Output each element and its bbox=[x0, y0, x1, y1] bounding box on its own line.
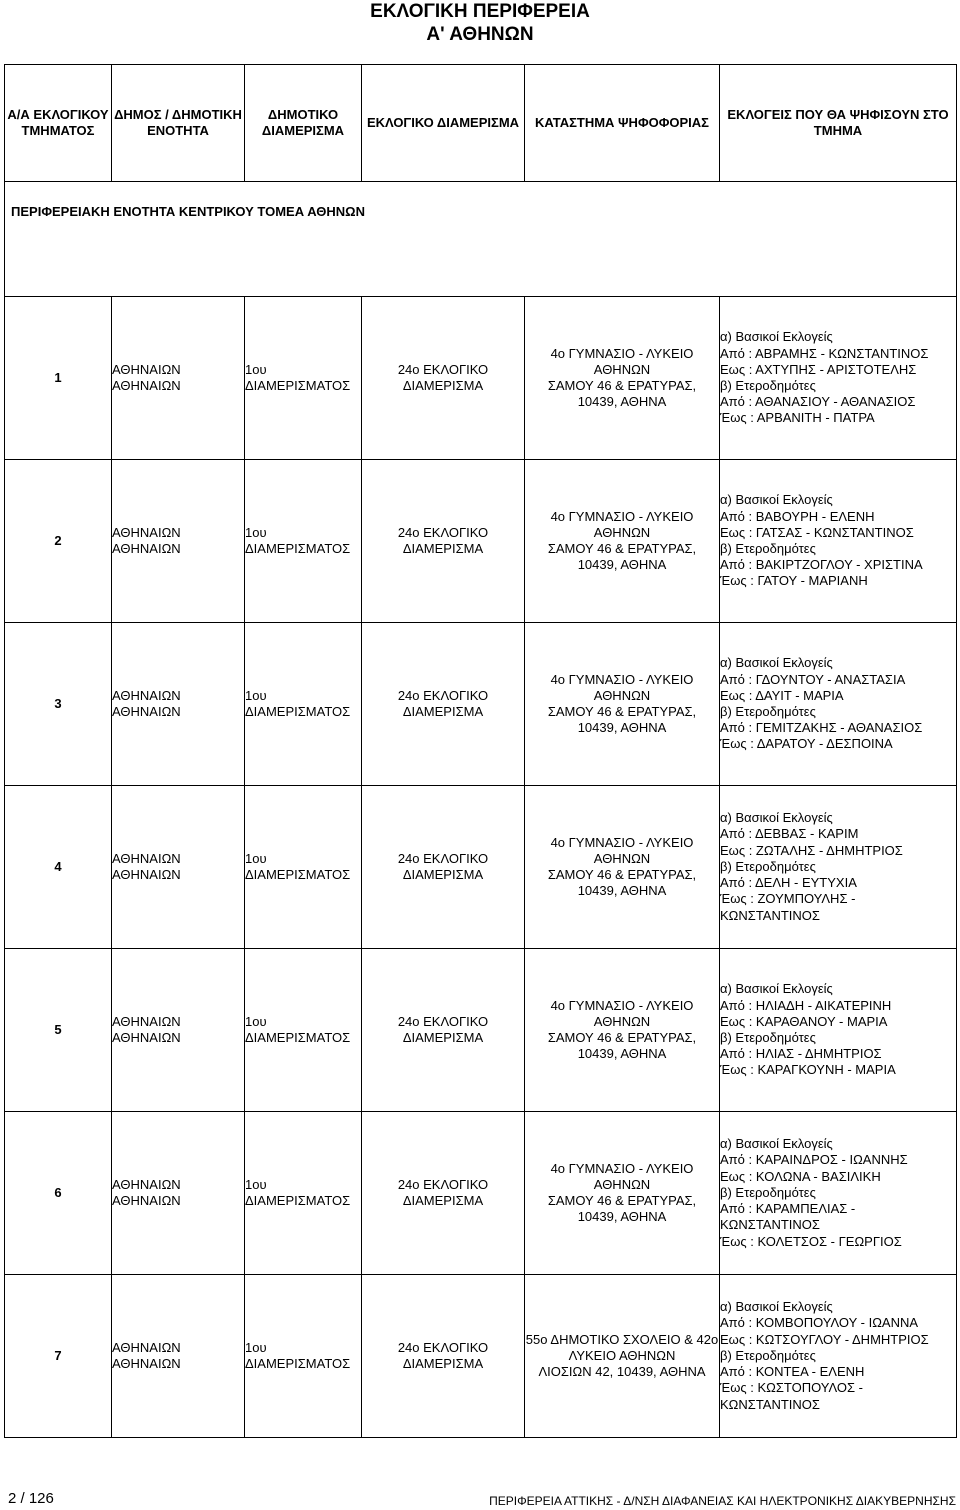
electoral-district-line: 24ο ΕΚΛΟΓΙΚΟ bbox=[397, 361, 489, 377]
electoral-district-line: 24ο ΕΚΛΟΓΙΚΟ bbox=[397, 1339, 489, 1355]
electoral-district-line: ΔΙΑΜΕΡΙΣΜΑ bbox=[402, 1193, 484, 1208]
header-electoral-district: ΕΚΛΟΓΙΚΟ ΔΙΑΜΕΡΙΣΜΑ bbox=[362, 65, 525, 182]
voters-range-line: Από : ΗΛΙΑΣ - ΔΗΜΗΤΡΙΟΣ bbox=[720, 1046, 882, 1062]
electoral-district-line: ΔΙΑΜΕΡΙΣΜΑ bbox=[402, 1030, 484, 1045]
polling-station-line: 10439, ΑΘΗΝΑ bbox=[577, 394, 667, 410]
voters-range-line: Έως : ΚΑΡΑΓΚΟΥΝΗ - ΜΑΡΙΑ bbox=[720, 1062, 896, 1078]
voters-range-line: β) Ετεροδημότες bbox=[720, 858, 816, 874]
municipality bbox=[112, 1112, 245, 1275]
municipality-line: ΑΘΗΝΑΙΩΝ bbox=[112, 1176, 181, 1192]
voters-range-line: β) Ετεροδημότες bbox=[720, 704, 816, 719]
voters-range-line: Από : ΔΕΒΒΑΣ - ΚΑΡΙΜ bbox=[720, 826, 859, 842]
polling-station-line: ΑΘΗΝΩΝ bbox=[593, 687, 651, 703]
table-row bbox=[5, 460, 957, 623]
municipal-district-line: 1ου bbox=[245, 1176, 267, 1192]
voters-range-line: α) Βασικοί Εκλογείς bbox=[720, 492, 833, 508]
section-number: 3 bbox=[5, 623, 112, 786]
section-number: 7 bbox=[5, 1275, 112, 1438]
electoral-district-line: ΔΙΑΜΕΡΙΣΜΑ bbox=[402, 378, 484, 393]
municipality-line: ΑΘΗΝΑΙΩΝ bbox=[112, 361, 181, 377]
voters-range-line: β) Ετεροδημότες bbox=[720, 378, 816, 393]
polling-station bbox=[525, 297, 720, 460]
electoral-district-line: ΔΙΑΜΕΡΙΣΜΑ bbox=[402, 541, 484, 556]
polling-station-line: 10439, ΑΘΗΝΑ bbox=[577, 557, 667, 573]
voters-range-line: Από : ΚΑΡΑΜΠΕΛΙΑΣ - bbox=[720, 1201, 856, 1217]
electoral-district bbox=[362, 786, 525, 949]
document-title: ΕΚΛΟΓΙΚΗ ΠΕΡΙΦΕΡΕΙΑ bbox=[370, 1, 590, 22]
voters-range-line: Από : ΒΑΚΙΡΤΖΟΓΛΟΥ - ΧΡΙΣΤΙΝΑ bbox=[720, 557, 923, 573]
municipal-district bbox=[245, 1275, 362, 1438]
voters-range-line: Έως : ΚΟΛΕΤΣΟΣ - ΓΕΩΡΓΙΟΣ bbox=[720, 1233, 902, 1249]
polling-station-line: ΣΑΜΟΥ 46 & ΕΡΑΤΥΡΑΣ, bbox=[547, 867, 697, 882]
electoral-district-line: 24ο ΕΚΛΟΓΙΚΟ bbox=[397, 524, 489, 540]
polling-station-line: 55ο ΔΗΜΟΤΙΚΟ ΣΧΟΛΕΙΟ & 42ο bbox=[525, 1331, 719, 1347]
electoral-district-line: 24ο ΕΚΛΟΓΙΚΟ bbox=[397, 850, 489, 866]
polling-station-line: ΑΘΗΝΩΝ bbox=[593, 1013, 651, 1029]
municipality-line: ΑΘΗΝΑΙΩΝ bbox=[112, 850, 181, 866]
polling-station bbox=[525, 786, 720, 949]
municipal-district bbox=[245, 297, 362, 460]
table-row bbox=[5, 949, 957, 1112]
municipality-line: ΑΘΗΝΑΙΩΝ bbox=[112, 524, 181, 540]
voters-range-line: α) Βασικοί Εκλογείς bbox=[720, 1136, 833, 1152]
municipality bbox=[112, 949, 245, 1112]
municipality bbox=[112, 623, 245, 786]
voters-range-line: Εως : ΚΑΡΑΘΑΝΟΥ - ΜΑΡΙΑ bbox=[720, 1013, 888, 1029]
voters-range-line: Από : ΚΑΡΑΙΝΔΡΟΣ - ΙΩΑΝΝΗΣ bbox=[720, 1152, 908, 1168]
polling-station bbox=[525, 1112, 720, 1275]
polling-station-line: ΣΑΜΟΥ 46 & ΕΡΑΤΥΡΑΣ, bbox=[547, 541, 697, 556]
voters-range bbox=[720, 297, 957, 460]
voters-range-line: Εως : ΓΑΤΣΑΣ - ΚΩΝΣΤΑΝΤΙΝΟΣ bbox=[720, 524, 914, 540]
polling-station-line: 4ο ΓΥΜΝΑΣΙΟ - ΛΥΚΕΙΟ bbox=[550, 671, 694, 687]
voters-range-line: ΚΩΝΣΤΑΝΤΙΝΟΣ bbox=[720, 907, 820, 923]
municipal-district-line: 1ου bbox=[245, 1339, 267, 1355]
polling-station bbox=[525, 623, 720, 786]
voters-range-line: Εως : ΔΑΥΙΤ - ΜΑΡΙΑ bbox=[720, 687, 844, 703]
voters-range-line: α) Βασικοί Εκλογείς bbox=[720, 810, 833, 826]
polling-station-line: 10439, ΑΘΗΝΑ bbox=[577, 720, 667, 736]
polling-station bbox=[525, 949, 720, 1112]
voters-range-line: β) Ετεροδημότες bbox=[720, 1347, 816, 1363]
municipality-line: ΑΘΗΝΑΙΩΝ bbox=[112, 704, 181, 719]
table-row bbox=[5, 297, 957, 460]
footer-text: ΠΕΡΙΦΕΡΕΙΑ ΑΤΤΙΚΗΣ - Δ/ΝΣΗ ΔΙΑΦΑΝΕΙΑΣ ΚΑΙ ΗΛΕΚΤΡΟΝΙΚΗΣ ΔΙΑΚΥΒΕΡΝΗΣΗΣ bbox=[489, 1494, 956, 1508]
polling-station-line: 10439, ΑΘΗΝΑ bbox=[577, 883, 667, 899]
table-row bbox=[5, 1112, 957, 1275]
table-header bbox=[5, 65, 957, 182]
polling-station-line: 4ο ΓΥΜΝΑΣΙΟ - ΛΥΚΕΙΟ bbox=[550, 508, 694, 524]
page-number: 2 / 126 bbox=[8, 1490, 54, 1507]
voters-range-line: Από : ΗΛΙΑΔΗ - ΑΙΚΑΤΕΡΙΝΗ bbox=[720, 997, 892, 1013]
voters-range-line: α) Βασικοί Εκλογείς bbox=[720, 1299, 833, 1315]
voters-range bbox=[720, 1112, 957, 1275]
voters-range-line: Από : ΚΟΝΤΕΑ - ΕΛΕΝΗ bbox=[720, 1364, 865, 1380]
table-row bbox=[5, 1275, 957, 1438]
region-label: ΠΕΡΙΦΕΡΕΙΑΚΗ ΕΝΟΤΗΤΑ ΚΕΝΤΡΙΚΟΥ ΤΟΜΕΑ ΑΘΗΝΩΝ bbox=[11, 203, 365, 219]
voters-range-line: Έως : ΑΡΒΑΝΙΤΗ - ΠΑΤΡΑ bbox=[720, 410, 875, 426]
municipal-district-line: ΔΙΑΜΕΡΙΣΜΑΤΟΣ bbox=[245, 1356, 351, 1371]
voters-range-line: β) Ετεροδημότες bbox=[720, 1030, 816, 1045]
voters-range bbox=[720, 786, 957, 949]
municipal-district-line: ΔΙΑΜΕΡΙΣΜΑΤΟΣ bbox=[245, 1193, 351, 1208]
voters-range-line: Από : ΚΟΜΒΟΠΟΥΛΟΥ - ΙΩΑΝΝΑ bbox=[720, 1315, 919, 1331]
municipal-district-line: ΔΙΑΜΕΡΙΣΜΑΤΟΣ bbox=[245, 378, 351, 393]
municipal-district bbox=[245, 623, 362, 786]
electoral-district-line: ΔΙΑΜΕΡΙΣΜΑ bbox=[402, 1356, 484, 1371]
electoral-district bbox=[362, 297, 525, 460]
voters-range-line: ΚΩΝΣΤΑΝΤΙΝΟΣ bbox=[720, 1217, 820, 1233]
municipal-district bbox=[245, 949, 362, 1112]
section-number: 4 bbox=[5, 786, 112, 949]
polling-station-line: ΣΑΜΟΥ 46 & ΕΡΑΤΥΡΑΣ, bbox=[547, 1193, 697, 1208]
electoral-district-line: 24ο ΕΚΛΟΓΙΚΟ bbox=[397, 687, 489, 703]
polling-station-line: ΑΘΗΝΩΝ bbox=[593, 1176, 651, 1192]
header-voters: ΕΚΛΟΓΕΙΣ ΠΟΥ ΘΑ ΨΗΦΙΣΟΥΝ ΣΤΟ ΤΜΗΜΑ bbox=[720, 65, 957, 182]
polling-station-line: ΛΙΟΣΙΩΝ 42, 10439, ΑΘΗΝΑ bbox=[538, 1364, 706, 1380]
header-municipality: ΔΗΜΟΣ / ΔΗΜΟΤΙΚΗ ΕΝΟΤΗΤΑ bbox=[112, 65, 245, 182]
voters-range-line: Εως : ΚΩΤΣΟΥΓΛΟΥ - ΔΗΜΗΤΡΙΟΣ bbox=[720, 1331, 929, 1347]
municipal-district-line: 1ου bbox=[245, 687, 267, 703]
polling-station-line: 4ο ΓΥΜΝΑΣΙΟ - ΛΥΚΕΙΟ bbox=[550, 997, 694, 1013]
municipal-district-line: ΔΙΑΜΕΡΙΣΜΑΤΟΣ bbox=[245, 1030, 351, 1045]
municipality bbox=[112, 460, 245, 623]
polling-station-line: 4ο ΓΥΜΝΑΣΙΟ - ΛΥΚΕΙΟ bbox=[550, 1160, 694, 1176]
electoral-district bbox=[362, 1275, 525, 1438]
polling-station bbox=[525, 1275, 720, 1438]
voters-range-line: Έως : ΖΟΥΜΠΟΥΛΗΣ - bbox=[720, 891, 856, 907]
header-section-number: Α/Α ΕΚΛΟΓΙΚΟΥ ΤΜΗΜΑΤΟΣ bbox=[5, 65, 112, 182]
voters-range bbox=[720, 623, 957, 786]
electoral-district bbox=[362, 460, 525, 623]
municipal-district bbox=[245, 786, 362, 949]
electoral-district-line: 24ο ΕΚΛΟΓΙΚΟ bbox=[397, 1176, 489, 1192]
document-subtitle: Α' ΑΘΗΝΩΝ bbox=[426, 24, 534, 45]
municipality bbox=[112, 297, 245, 460]
polling-sections-table bbox=[4, 64, 957, 1438]
voters-range-line: ΚΩΝΣΤΑΝΤΙΝΟΣ bbox=[720, 1396, 820, 1412]
electoral-district-line: ΔΙΑΜΕΡΙΣΜΑ bbox=[402, 704, 484, 719]
municipal-district-line: ΔΙΑΜΕΡΙΣΜΑΤΟΣ bbox=[245, 541, 351, 556]
voters-range-line: Από : ΑΒΡΑΜΗΣ - ΚΩΝΣΤΑΝΤΙΝΟΣ bbox=[720, 345, 929, 361]
voters-range-line: Εως : ΚΟΛΩΝΑ - ΒΑΣΙΛΙΚΗ bbox=[720, 1168, 881, 1184]
municipal-district bbox=[245, 1112, 362, 1275]
voters-range-line: Από : ΒΑΒΟΥΡΗ - ΕΛΕΝΗ bbox=[720, 508, 875, 524]
municipality-line: ΑΘΗΝΑΙΩΝ bbox=[112, 867, 181, 882]
voters-range-line: Από : ΓΕΜΙΤΖΑΚΗΣ - ΑΘΑΝΑΣΙΟΣ bbox=[720, 720, 923, 736]
municipal-district-line: ΔΙΑΜΕΡΙΣΜΑΤΟΣ bbox=[245, 867, 351, 882]
municipality-line: ΑΘΗΝΑΙΩΝ bbox=[112, 541, 181, 556]
voters-range-line: Από : ΓΔΟΥΝΤΟΥ - ΑΝΑΣΤΑΣΙΑ bbox=[720, 671, 906, 687]
voters-range bbox=[720, 1275, 957, 1438]
section-number: 2 bbox=[5, 460, 112, 623]
voters-range-line: Από : ΑΘΑΝΑΣΙΟΥ - ΑΘΑΝΑΣΙΟΣ bbox=[720, 394, 916, 410]
table-row bbox=[5, 623, 957, 786]
municipality-line: ΑΘΗΝΑΙΩΝ bbox=[112, 1356, 181, 1371]
electoral-district-line: 24ο ΕΚΛΟΓΙΚΟ bbox=[397, 1013, 489, 1029]
municipal-district bbox=[245, 460, 362, 623]
municipal-district-line: 1ου bbox=[245, 850, 267, 866]
voters-range-line: Έως : ΓΑΤΟΥ - ΜΑΡΙΑΝΗ bbox=[720, 573, 868, 589]
voters-range-line: Εως : ΑΧΤΥΠΗΣ - ΑΡΙΣΤΟΤΕΛΗΣ bbox=[720, 361, 917, 377]
voters-range-line: Εως : ΖΩΤΑΛΗΣ - ΔΗΜΗΤΡΙΟΣ bbox=[720, 842, 903, 858]
electoral-district bbox=[362, 1112, 525, 1275]
section-number: 6 bbox=[5, 1112, 112, 1275]
header-polling-station: ΚΑΤΑΣΤΗΜΑ ΨΗΦΟΦΟΡΙΑΣ bbox=[525, 65, 720, 182]
electoral-district bbox=[362, 949, 525, 1112]
municipality-line: ΑΘΗΝΑΙΩΝ bbox=[112, 378, 181, 393]
municipality-line: ΑΘΗΝΑΙΩΝ bbox=[112, 687, 181, 703]
polling-station-line: ΣΑΜΟΥ 46 & ΕΡΑΤΥΡΑΣ, bbox=[547, 704, 697, 719]
voters-range-line: α) Βασικοί Εκλογείς bbox=[720, 655, 833, 671]
voters-range-line: Έως : ΔΑΡΑΤΟΥ - ΔΕΣΠΟΙΝΑ bbox=[720, 736, 893, 752]
region-row bbox=[5, 182, 957, 297]
electoral-district-line: ΔΙΑΜΕΡΙΣΜΑ bbox=[402, 867, 484, 882]
voters-range-line: α) Βασικοί Εκλογείς bbox=[720, 329, 833, 345]
polling-station-line: ΑΘΗΝΩΝ bbox=[593, 361, 651, 377]
polling-station-line: 10439, ΑΘΗΝΑ bbox=[577, 1046, 667, 1062]
voters-range-line: Έως : ΚΩΣΤΟΠΟΥΛΟΣ - bbox=[720, 1380, 863, 1396]
municipal-district-line: 1ου bbox=[245, 524, 267, 540]
municipality-line: ΑΘΗΝΑΙΩΝ bbox=[112, 1030, 181, 1045]
voters-range-line: α) Βασικοί Εκλογείς bbox=[720, 981, 833, 997]
voters-range-line: Από : ΔΕΛΗ - ΕΥΤΥΧΙΑ bbox=[720, 875, 857, 891]
polling-station-line: ΣΑΜΟΥ 46 & ΕΡΑΤΥΡΑΣ, bbox=[547, 1030, 697, 1045]
polling-station-line: ΑΘΗΝΩΝ bbox=[593, 850, 651, 866]
voters-range-line: β) Ετεροδημότες bbox=[720, 541, 816, 556]
municipal-district-line: ΔΙΑΜΕΡΙΣΜΑΤΟΣ bbox=[245, 704, 351, 719]
municipal-district-line: 1ου bbox=[245, 361, 267, 377]
table-row bbox=[5, 786, 957, 949]
voters-range-line: β) Ετεροδημότες bbox=[720, 1184, 816, 1200]
polling-station-line: 10439, ΑΘΗΝΑ bbox=[577, 1209, 667, 1225]
electoral-district bbox=[362, 623, 525, 786]
polling-station-line: 4ο ΓΥΜΝΑΣΙΟ - ΛΥΚΕΙΟ bbox=[550, 345, 694, 361]
municipality bbox=[112, 1275, 245, 1438]
polling-station bbox=[525, 460, 720, 623]
municipality-line: ΑΘΗΝΑΙΩΝ bbox=[112, 1339, 181, 1355]
municipality-line: ΑΘΗΝΑΙΩΝ bbox=[112, 1193, 181, 1208]
header-municipal-district: ΔΗΜΟΤΙΚΟ ΔΙΑΜΕΡΙΣΜΑ bbox=[245, 65, 362, 182]
region-cell bbox=[5, 182, 957, 297]
municipality-line: ΑΘΗΝΑΙΩΝ bbox=[112, 1013, 181, 1029]
voters-range bbox=[720, 949, 957, 1112]
section-number: 5 bbox=[5, 949, 112, 1112]
voters-range bbox=[720, 460, 957, 623]
municipality bbox=[112, 786, 245, 949]
municipal-district-line: 1ου bbox=[245, 1013, 267, 1029]
polling-station-line: ΑΘΗΝΩΝ bbox=[593, 524, 651, 540]
section-number: 1 bbox=[5, 297, 112, 460]
polling-station-line: 4ο ΓΥΜΝΑΣΙΟ - ΛΥΚΕΙΟ bbox=[550, 834, 694, 850]
polling-station-line: ΣΑΜΟΥ 46 & ΕΡΑΤΥΡΑΣ, bbox=[547, 378, 697, 393]
polling-station-line: ΛΥΚΕΙΟ ΑΘΗΝΩΝ bbox=[568, 1347, 676, 1363]
